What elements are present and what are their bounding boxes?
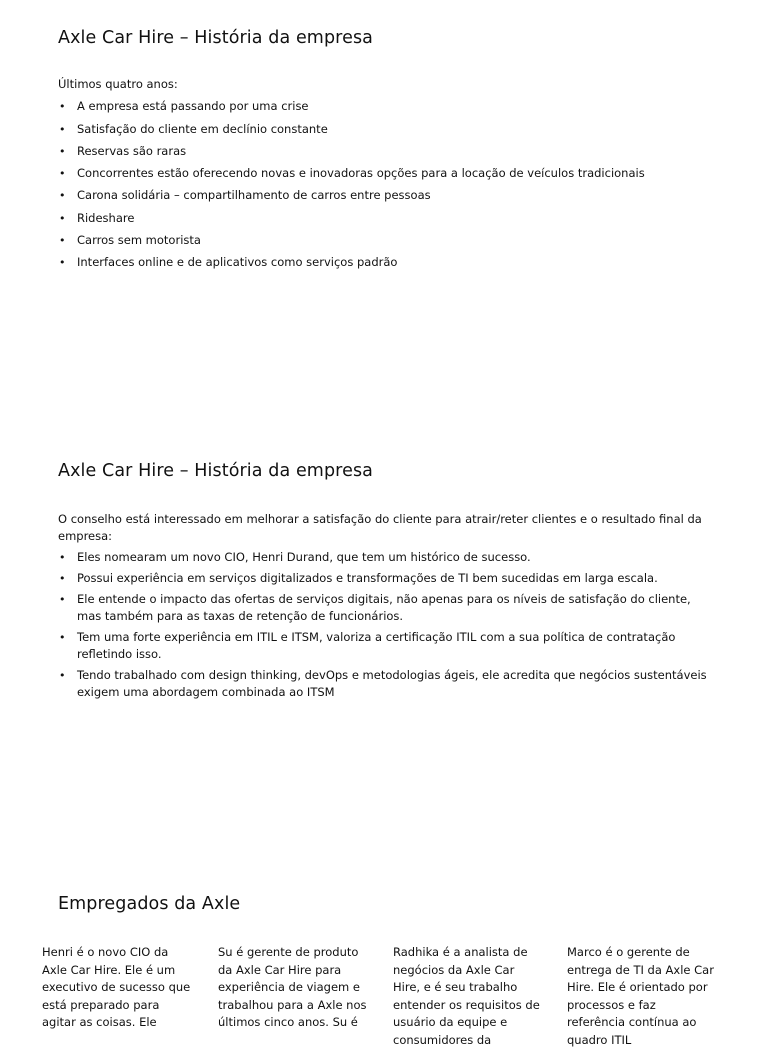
list-item: • Interfaces online e de aplicativos como serviços padrão (59, 255, 398, 270)
bullet-icon: • (59, 593, 66, 606)
bullet-icon: • (59, 256, 66, 270)
list-item: • Concorrentes estão oferecendo novas e inovadoras opções para a locação de veículos tradicionais (59, 166, 645, 181)
employees-section (58, 894, 718, 914)
bullet-icon: • (59, 100, 66, 114)
employee-radhika-text: Radhika é a analista de negócios da Axle Car Hire, e é seu trabalho entender os requisitos de usuário da equipe e consumidores da (393, 945, 540, 1047)
employee-marco-text: Marco é o gerente de entrega de TI da Axle Car Hire. Ele é orientado por processos e faz referência contínua ao quadro ITIL (567, 945, 714, 1047)
list-item: • A empresa está passando por uma crise (59, 99, 309, 114)
list-item: • Carros sem motorista (59, 233, 201, 248)
section-title: Axle Car Hire – História da empresa (58, 28, 373, 48)
list-item: • Satisfação do cliente em declínio constante (59, 121, 328, 136)
bullet-icon: • (59, 234, 66, 248)
list-item: • Carona solidária – compartilhamento de carros entre pessoas (59, 188, 431, 203)
bullet-icon: • (59, 211, 66, 225)
list-item: • Reservas são raras (59, 143, 187, 158)
list-item: • Rideshare (59, 210, 135, 225)
list-item: • Tendo trabalhado com design thinking, devOps e metodologias ágeis, ele acredita que negócios sustentáveis exigem uma abordagem combinada ao ITSM (59, 668, 707, 699)
section-intro: Últimos quatro anos: (58, 77, 178, 91)
bullet-icon: • (59, 167, 66, 181)
bullet-list (58, 549, 718, 701)
bullet-icon: • (59, 669, 66, 682)
bullet-icon: • (59, 144, 66, 158)
employee-columns (42, 944, 732, 1047)
list-item: • Eles nomearam um novo CIO, Henri Durand, que tem um histórico de sucesso. (59, 550, 531, 564)
bullet-icon: • (59, 189, 66, 203)
employee-henri-text: Henri é o novo CIO da Axle Car Hire. Ele é um executivo de sucesso que está preparado para agitar as coisas. Ele (42, 945, 191, 1030)
section-intro: O conselho está interessado em melhorar a satisfação do cliente para atrair/reter clientes e o resultado final da empresa: (58, 512, 702, 543)
list-item: • Ele entende o impacto das ofertas de serviços digitais, não apenas para os níveis de satisfação do cliente, mas também para as taxas de retenção de funcionários. (59, 592, 691, 623)
bullet-icon: • (59, 631, 66, 644)
employee-su-text: Su é gerente de produto da Axle Car Hire para experiência de viagem e trabalhou para a Axle nos últimos cinco anos. Su é (218, 945, 367, 1030)
history-section-2 (58, 461, 718, 701)
history-section-1 (58, 28, 718, 271)
bullet-icon: • (59, 572, 66, 585)
list-item: • Possui experiência em serviços digitalizados e transformações de TI bem sucedidas em larga escala. (59, 571, 658, 585)
section-title: Empregados da Axle (58, 894, 241, 914)
section-title: Axle Car Hire – História da empresa (58, 461, 373, 481)
bullet-icon: • (59, 551, 66, 564)
list-item: • Tem uma forte experiência em ITIL e ITSM, valoriza a certificação ITIL com a sua política de contratação refletindo isso. (59, 630, 676, 661)
bullet-list (58, 98, 718, 271)
bullet-icon: • (59, 122, 66, 136)
